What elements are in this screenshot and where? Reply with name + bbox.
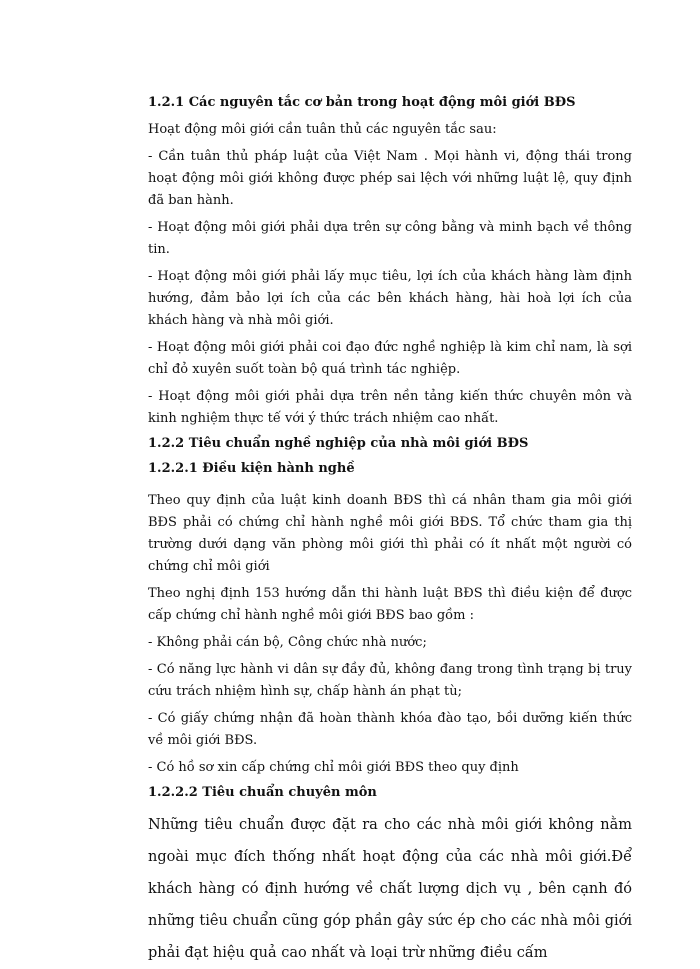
paragraph-intro: Hoạt động môi giới cần tuân thủ các nguyên tắc sau: <box>148 122 497 137</box>
list-item: - Hoạt động môi giới phải dựa trên nền tảng kiến thức chuyên môn và kinh nghiệm thực tế với ý thức trách nhiệm cao nhất. <box>148 389 632 426</box>
list-item: - Có giấy chứng nhận đã hoàn thành khóa đào tạo, bồi dưỡng kiến thức về môi giới BĐS. <box>148 711 632 748</box>
list-item: - Hoạt động môi giới phải dựa trên sự công bằng và minh bạch về thông tin. <box>148 220 632 257</box>
paragraph: Theo nghị định 153 hướng dẫn thi hành luật BĐS thì điều kiện để được cấp chứng chỉ hành nghề môi giới BĐS bao gồm : <box>148 586 632 623</box>
list-item: - Không phải cán bộ, Công chức nhà nước; <box>148 635 427 650</box>
paragraph: Theo quy định của luật kinh doanh BĐS thì cá nhân tham gia môi giới BĐS phải có chứng chỉ hành nghề môi giới BĐS. Tổ chức tham gia thị trường dưới dạng văn phòng môi giới thì phải có ít nhất một người có chứng chỉ môi giới <box>148 493 632 574</box>
list-item: - Hoạt động môi giới phải lấy mục tiêu, lợi ích của khách hàng làm định hướng, đảm bảo lợi ích của các bên khách hàng, hài hoà lợi ích của khách hàng và nhà môi giới. <box>148 269 632 328</box>
list-item: - Có hồ sơ xin cấp chứng chỉ môi giới BĐS theo quy định <box>148 760 519 775</box>
paragraph: Những tiêu chuẩn được đặt ra cho các nhà môi giới không nằm ngoài mục đích thống nhất hoạt động của các nhà môi giới.Để khách hàng có định hướng về chất lượng dịch vụ , bên cạnh đó những tiêu chuẩn cũng góp phần gây sức ép cho các nhà môi giới phải đạt hiệu quả cao nhất và loại trừ những điều cấm <box>148 817 632 961</box>
section-heading-1-2-2-1: 1.2.2.1 Điều kiện hành nghề <box>148 461 355 476</box>
section-heading-1-2-2: 1.2.2 Tiêu chuẩn nghề nghiệp của nhà môi giới BĐS <box>148 436 529 451</box>
list-item: - Hoạt động môi giới phải coi đạo đức nghề nghiệp là kim chỉ nam, là sợi chỉ đỏ xuyên suốt toàn bộ quá trình tác nghiệp. <box>148 340 632 377</box>
list-item: - Có năng lực hành vi dân sự đầy đủ, không đang trong tình trạng bị truy cứu trách nhiệm hình sự, chấp hành án phạt tù; <box>148 662 632 699</box>
list-item: - Cần tuân thủ pháp luật của Việt Nam . Mọi hành vi, động thái trong hoạt động môi giới không được phép sai lệch với những luật lệ, quy định đã ban hành. <box>148 149 632 208</box>
section-heading-1-2-1: 1.2.1 Các nguyên tắc cơ bản trong hoạt động môi giới BĐS <box>148 95 576 110</box>
section-heading-1-2-2-2: 1.2.2.2 Tiêu chuẩn chuyên môn <box>148 785 377 800</box>
page-content <box>148 94 632 969</box>
